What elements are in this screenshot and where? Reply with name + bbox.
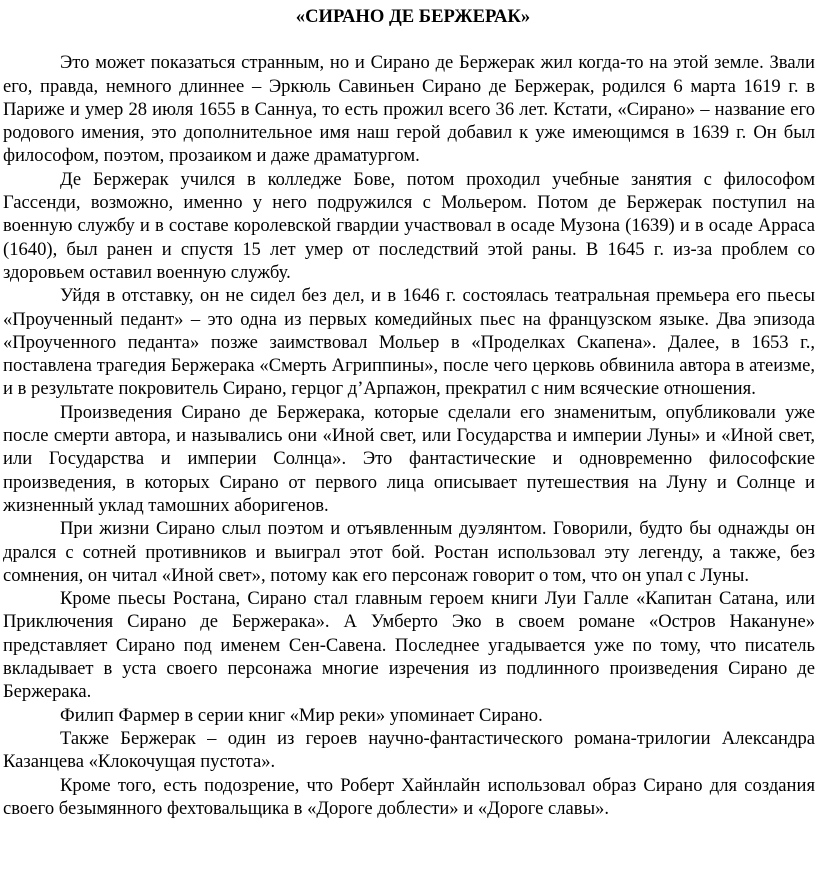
paragraph-farmer: Филип Фармер в серии книг «Мир реки» упоминает Сирано. xyxy=(60,704,543,726)
paragraph-plays: Уйдя в отставку, он не сидел без дел, и в 1646 г. состоялась театральная премьера его пьесы «Проученный педант» – это одна из первых комедийных пьес на французском языке. Два эпизода «Проученного педанта» позже заимствовал Мольер в «Проделках Скапена». Далее, в 1653 г., поставлена трагедия Бержерака «Смерть Агриппины», после чего церковь обвинила автора в атеизме, и в результате покровитель Сирано, герцог д’Арпажон, прекратил с ним всяческие отношения. xyxy=(3,285,815,400)
paragraph-education-military: Де Бержерак учился в колледже Бове, потом проходил учебные занятия с философом Гассенди, возможно, именно у него подружился с Мольером. Потом де Бержерак поступил на военную службу и в составе королевской гвардии участвовал в осаде Музона (1639) и в осаде Арраса (1640), был ранен и спустя 15 лет умер от последствий этой раны. В 1645 г. из-за проблем со здоровьем оставил военную службу. xyxy=(3,168,815,283)
paragraph-heinlein: Кроме того, есть подозрение, что Роберт Хайнлайн использовал образ Сирано для создания своего безымянного фехтовальщика в «Дороге доблести» и «Дороге славы». xyxy=(3,774,815,819)
paragraph-duelist: При жизни Сирано слыл поэтом и отъявленным дуэлянтом. Говорили, будто бы однажды он дрался с сотней противников и выиграл этот бой. Ростан использовал эту легенду, а также, без сомнения, он читал «Иной свет», потому как его персонаж говорит о том, что он упал с Луны. xyxy=(3,518,815,586)
paragraph-kazantsev: Также Бержерак – один из героев научно-фантастического романа-трилогии Александра Казанцева «Клокочущая пустота». xyxy=(3,727,815,773)
paragraph-literary-hero: Кроме пьесы Ростана, Сирано стал главным героем книги Луи Галле «Капитан Сатана, или Приключения Сирано де Бержерака». А Умберто Эко в своем романе «Остров Накануне» представляет Сирано под именем Сен-Савена. Последнее угадывается уже по тому, что писатель вкладывает в уста своего персонажа многие изречения из подлинного произведения Сирано де Бержерака. xyxy=(3,588,815,703)
paragraph-works: Произведения Сирано де Бержерака, которые сделали его знаменитым, опубликовали уже после смерти автора, и назывались они «Иной свет, или Государства и империи Луны» и «Иной свет, или Государства и империи Солнца». Это фантастические и одновременно философские произведения, в которых Сирано от первого лица описывает путешествия на Луну и Солнце и жизненный уклад тамошних аборигенов. xyxy=(3,401,815,516)
document-title: «СИРАНО ДЕ БЕРЖЕРАК» xyxy=(295,6,531,27)
paragraph-intro: Это может показаться странным, но и Сирано де Бержерак жил когда-то на этой земле. Звали его, правда, немного длиннее – Эркюль Савиньен Сирано де Бержерак, родился 6 марта 1619 г. в Париже и умер 28 июля 1655 в Саннуа, то есть прожил всего 36 лет. Кстати, «Сирано» – название его родового имения, это дополнительное имя наш герой добавил к уже имеющимся в 1639 г. Он был философом, поэтом, прозаиком и даже драматургом. xyxy=(3,52,815,167)
